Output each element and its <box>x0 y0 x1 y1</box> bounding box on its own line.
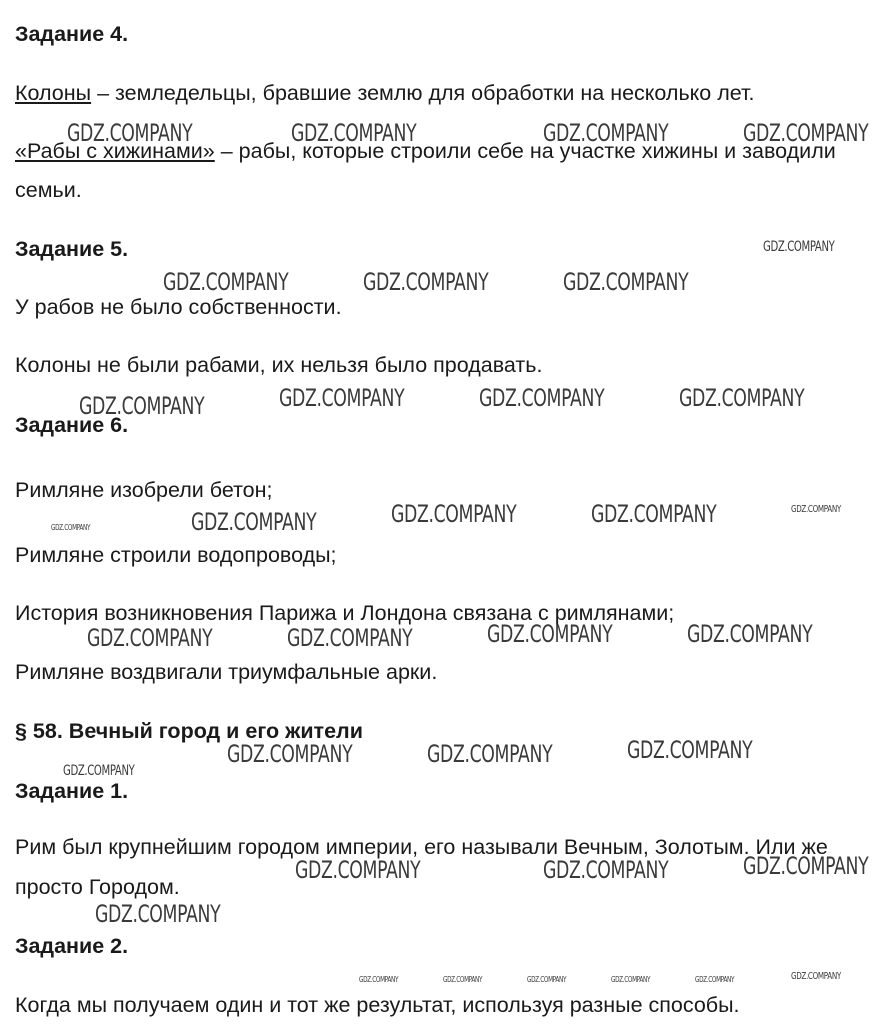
watermark: GDZ.COMPANY <box>95 900 221 928</box>
watermark: GDZ.COMPANY <box>563 268 689 296</box>
watermark: GDZ.COMPANY <box>479 384 605 412</box>
watermark: GDZ.COMPANY <box>279 384 405 412</box>
watermark: GDZ.COMPANY <box>391 500 517 528</box>
watermark: GDZ.COMPANY <box>67 119 193 147</box>
watermark: GDZ.COMPANY <box>295 856 421 884</box>
task1-line2: просто Городом. <box>15 875 180 899</box>
task5-heading: Задание 5. <box>15 237 129 261</box>
watermark: GDZ.COMPANY <box>543 856 669 884</box>
watermark: GDZ.COMPANY <box>791 971 841 982</box>
watermark: GDZ.COMPANY <box>163 268 289 296</box>
watermark: GDZ.COMPANY <box>487 620 613 648</box>
section58-heading: § 58. Вечный город и его жители <box>15 719 363 743</box>
task6-heading: Задание 6. <box>15 413 129 437</box>
watermark: GDZ.COMPANY <box>687 620 813 648</box>
raby-term: «Рабы с хижинами» <box>15 139 215 163</box>
watermark: GDZ.COMPANY <box>611 975 651 984</box>
watermark: GDZ.COMPANY <box>363 268 489 296</box>
watermark: GDZ.COMPANY <box>87 624 213 652</box>
watermark: GDZ.COMPANY <box>679 384 805 412</box>
watermark: GDZ.COMPANY <box>427 740 553 768</box>
watermark: GDZ.COMPANY <box>743 119 869 147</box>
watermark: GDZ.COMPANY <box>287 624 413 652</box>
task6-line1: Римляне изобрели бетон; <box>15 478 273 502</box>
watermark: GDZ.COMPANY <box>63 763 135 779</box>
watermark: GDZ.COMPANY <box>791 504 841 515</box>
task6-line3: История возникновения Парижа и Лондона связана с римлянами; <box>15 601 675 625</box>
task5-line1: У рабов не было собственности. <box>15 295 342 319</box>
watermark: GDZ.COMPANY <box>763 239 835 255</box>
task5-line2: Колоны не были рабами, их нельзя было продавать. <box>15 353 543 377</box>
task1-line1: Рим был крупнейшим городом империи, его называли Вечным, Золотым. Или же <box>15 835 828 859</box>
watermark: GDZ.COMPANY <box>543 119 669 147</box>
watermark: GDZ.COMPANY <box>627 736 753 764</box>
watermark: GDZ.COMPANY <box>527 975 567 984</box>
raby-def-text: – рабы, которые строили себе на участке хижины и заводили <box>214 139 836 163</box>
kolony-definition <box>15 80 754 106</box>
watermark: GDZ.COMPANY <box>359 975 399 984</box>
watermark: GDZ.COMPANY <box>743 852 869 880</box>
kolony-def-text: – земледельцы, бравшие землю для обработки на несколько лет. <box>91 81 755 105</box>
task2-heading: Задание 2. <box>15 934 129 958</box>
watermark: GDZ.COMPANY <box>291 119 417 147</box>
watermark: GDZ.COMPANY <box>591 500 717 528</box>
watermark: GDZ.COMPANY <box>51 523 91 532</box>
kolony-term: Колоны <box>15 81 92 105</box>
task2-line1: Когда мы получаем один и тот же результат, используя разные способы. <box>15 993 740 1017</box>
task6-line4: Римляне воздвигали триумфальные арки. <box>15 660 438 684</box>
task4-heading: Задание 4. <box>15 22 129 46</box>
raby-definition-cont: семьи. <box>15 178 82 202</box>
watermark: GDZ.COMPANY <box>191 508 317 536</box>
watermark: GDZ.COMPANY <box>443 975 483 984</box>
watermark: GDZ.COMPANY <box>695 975 735 984</box>
watermark: GDZ.COMPANY <box>227 740 353 768</box>
task6-line2: Римляне строили водопроводы; <box>15 543 337 567</box>
task1-heading: Задание 1. <box>15 779 129 803</box>
watermark: GDZ.COMPANY <box>79 392 205 420</box>
